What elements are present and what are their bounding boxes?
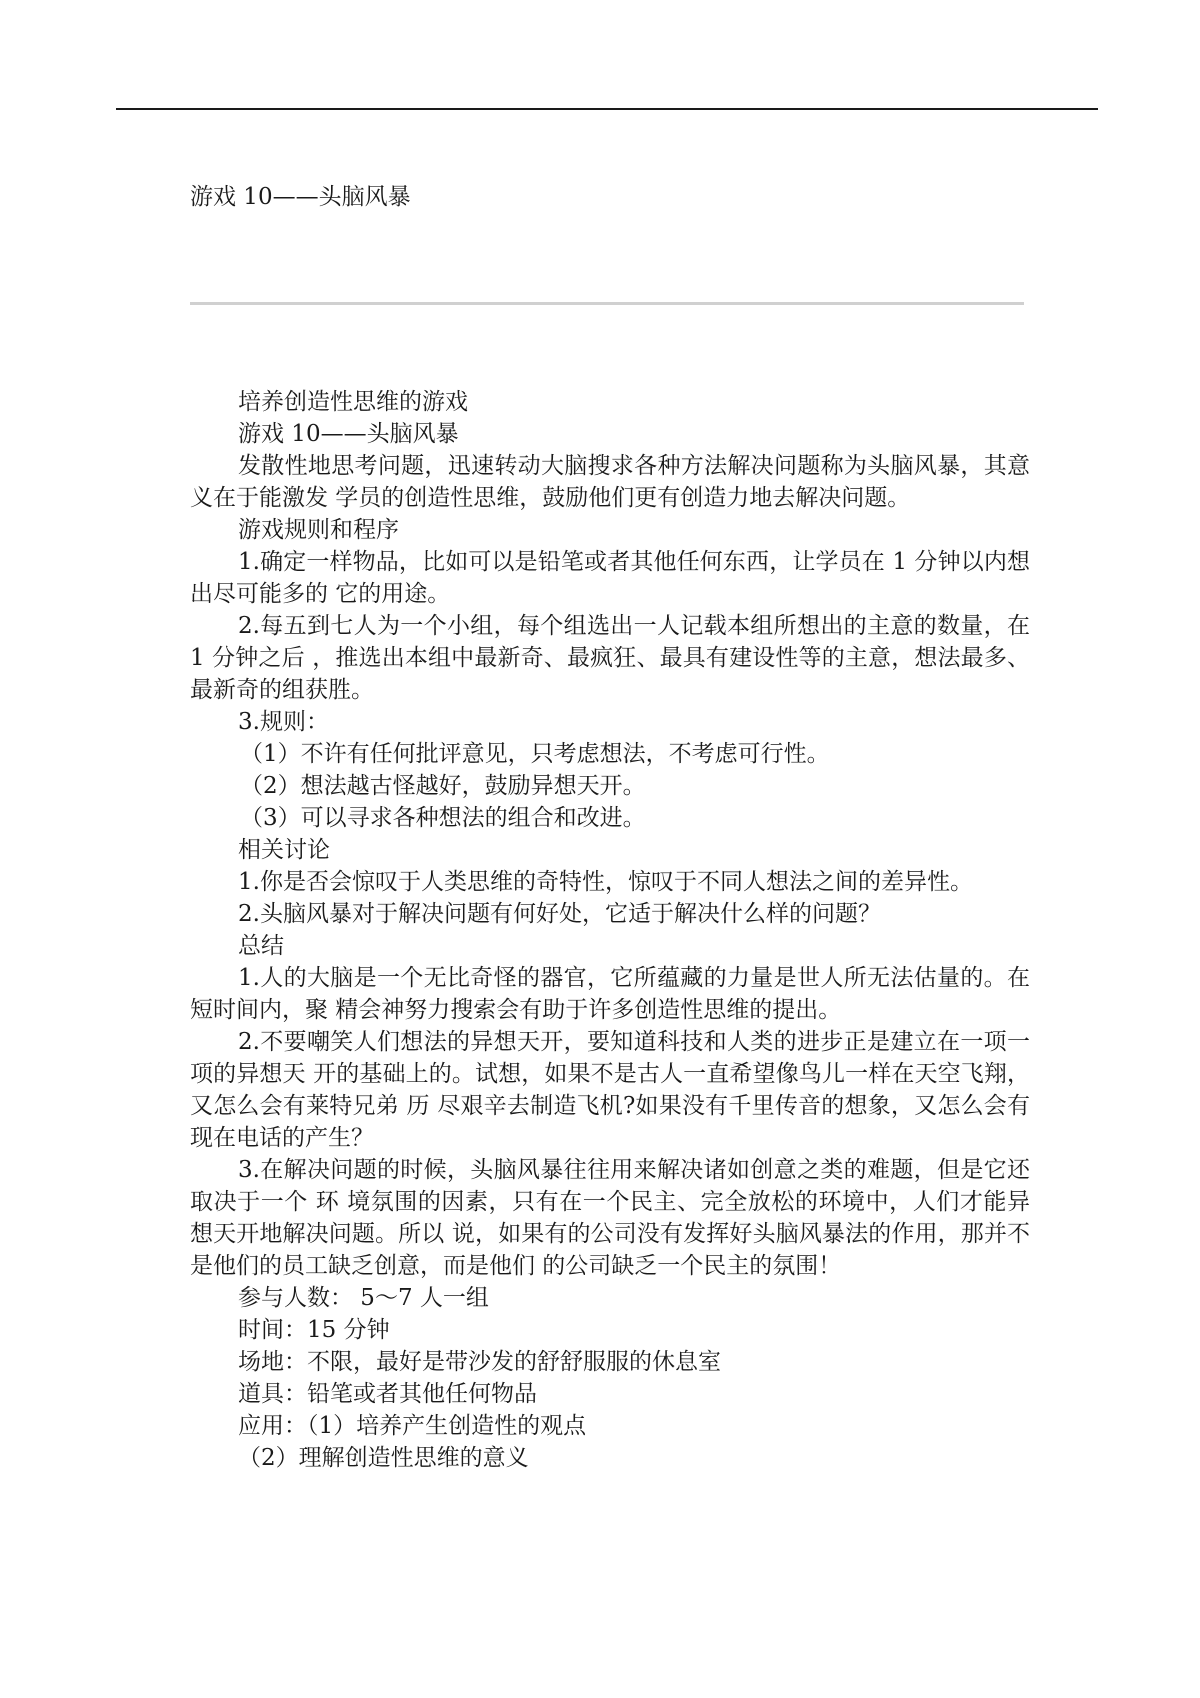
paragraph-venue: 场地：不限，最好是带沙发的舒舒服服的休息室 — [238, 1349, 721, 1375]
paragraph-subtitle: 培养创造性思维的游戏 — [238, 389, 468, 415]
top-rule — [116, 108, 1098, 110]
paragraph-summary-heading: 总结 — [238, 933, 284, 959]
paragraph-participants: 参与人数： 5～7 人一组 — [238, 1285, 489, 1311]
document-body — [190, 386, 1030, 1474]
paragraph-discussion-heading: 相关讨论 — [238, 837, 330, 863]
paragraph-rule-2: 2.每五到七人为一个小组，每个组选出一人记载本组所想出的主意的数量，在 1 分钟之后 ，推选出本组中最新奇、最疯狂、最具有建设性等的主意，想法最多、最新奇的组获胜。 — [190, 613, 1030, 703]
paragraph-discussion-2: 2.头脑风暴对于解决问题有何好处，它适于解决什么样的问题？ — [238, 901, 881, 927]
paragraph-rules-heading: 游戏规则和程序 — [238, 517, 399, 543]
paragraph-discussion-1: 1.你是否会惊叹于人类思维的奇特性，惊叹于不同人想法之间的差异性。 — [238, 869, 973, 895]
paragraph-application-1: 应用：（1）培养产生创造性的观点 — [238, 1413, 587, 1439]
paragraph-intro: 发散性地思考问题，迅速转动大脑搜求各种方法解决问题称为头脑风暴，其意义在于能激发 学员的创造性思维，鼓励他们更有创造力地去解决问题。 — [190, 453, 1030, 511]
section-divider — [190, 302, 1024, 305]
paragraph-rule-3-3: （3）可以寻求各种想法的组合和改进。 — [240, 805, 646, 831]
paragraph-summary-1: 1.人的大脑是一个无比奇怪的器官，它所蕴藏的力量是世人所无法估量的。在短时间内，聚 精会神努力搜索会有助于许多创造性思维的提出。 — [190, 965, 1030, 1023]
paragraph-time: 时间：15 分钟 — [238, 1317, 390, 1343]
paragraph-summary-3: 3.在解决问题的时候，头脑风暴往往用来解决诸如创意之类的难题，但是它还取决于一个 环 境氛围的因素，只有在一个民主、完全放松的环境中，人们才能异想天开地解决问题。所以 说，如果有的公司没有发挥好头脑风暴法的作用，那并不是他们的员工缺乏创意，而是他们 的公司缺乏一个民主的氛围！ — [190, 1157, 1030, 1279]
paragraph-application-2: （2）理解创造性思维的意义 — [238, 1445, 529, 1471]
paragraph-rule-3-1: （1）不许有任何批评意见，只考虑想法，不考虑可行性。 — [240, 741, 830, 767]
paragraph-rule-3-2: （2）想法越古怪越好，鼓励异想天开。 — [240, 773, 646, 799]
document-heading: 游戏 10——头脑风暴 — [190, 184, 411, 210]
paragraph-rule-3: 3.规则： — [238, 709, 329, 735]
paragraph-props: 道具：铅笔或者其他任何物品 — [238, 1381, 537, 1407]
paragraph-game-title: 游戏 10——头脑风暴 — [238, 421, 459, 447]
paragraph-summary-2: 2.不要嘲笑人们想法的异想天开，要知道科技和人类的进步正是建立在一项一项的异想天 开的基础上的。试想，如果不是古人一直希望像鸟儿一样在天空飞翔，又怎么会有莱特兄弟 历 尽艰辛去制造飞机?如果没有千里传音的想象，又怎么会有现在电话的产生？ — [190, 1029, 1030, 1151]
paragraph-rule-1: 1.确定一样物品，比如可以是铅笔或者其他任何东西，让学员在 1 分钟以内想出尽可能多的 它的用途。 — [190, 549, 1030, 607]
